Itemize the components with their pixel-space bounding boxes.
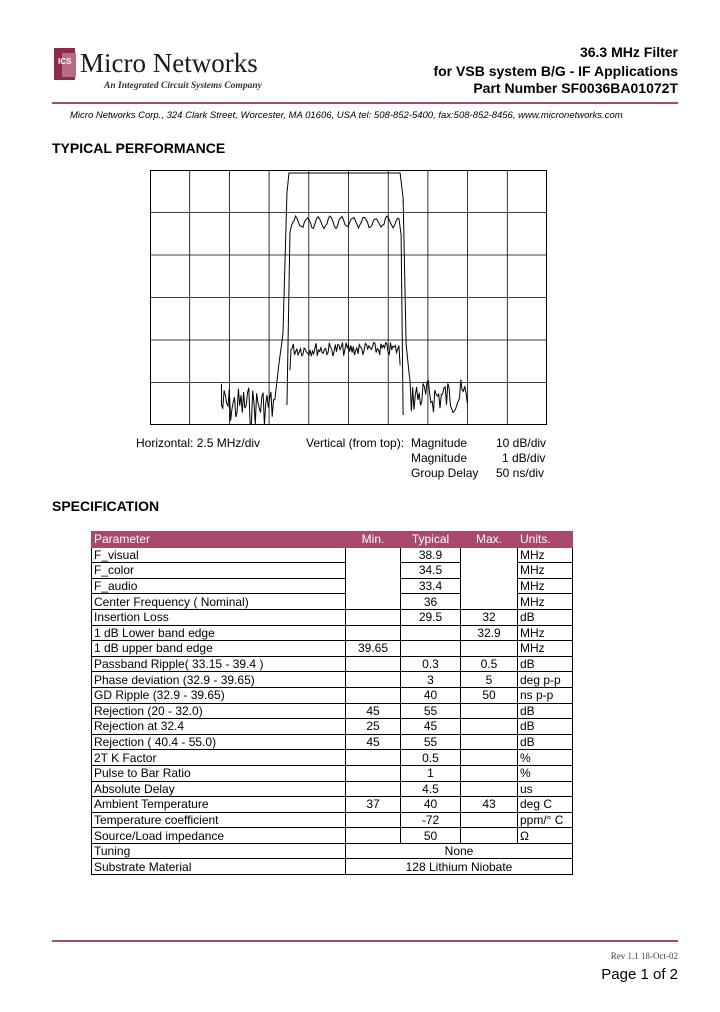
table-cell: 40 [401, 687, 461, 703]
table-cell: ppm/° C [518, 812, 573, 828]
table-row [92, 734, 573, 750]
specification-heading: SPECIFICATION [52, 498, 160, 514]
table-cell: MHz [518, 578, 573, 594]
table-cell: Pulse to Bar Ratio [92, 765, 346, 781]
table-cell: 45 [401, 719, 461, 735]
horizontal-scale: Horizontal: 2.5 MHz/div [136, 436, 261, 450]
table-cell: Temperature coefficient [92, 812, 346, 828]
table-cell: 29.5 [401, 609, 461, 625]
table-cell [346, 656, 401, 672]
table-row [92, 625, 573, 641]
performance-heading: TYPICAL PERFORMANCE [52, 140, 226, 156]
table-cell: % [518, 765, 573, 781]
trace-name: Magnitude [411, 451, 468, 465]
table-cell [346, 828, 401, 844]
table-row [92, 687, 573, 703]
trace-scale: 1 dB/div [502, 451, 546, 465]
product-subtitle: for VSB system B/G - IF Applications [433, 63, 678, 79]
table-row [92, 797, 573, 813]
chart-grid [150, 170, 547, 425]
trace-name: Group Delay [411, 466, 479, 480]
trace-group-delay [290, 343, 400, 371]
table-cell [346, 781, 401, 797]
table-cell: dB [518, 703, 573, 719]
table-cell: Rejection (20 - 32.0) [92, 703, 346, 719]
table-cell [346, 672, 401, 688]
table-row [92, 828, 573, 844]
table-cell-merged: None [346, 843, 573, 859]
revision-label: Rev 1.1 18-Oct-02 [610, 951, 678, 961]
column-header: Min. [346, 532, 401, 548]
table-cell [461, 828, 518, 844]
column-header: Typical [401, 532, 461, 548]
trace-magnitude-10db [222, 173, 468, 425]
table-row [92, 812, 573, 828]
table-cell [461, 734, 518, 750]
table-cell: 5 [461, 672, 518, 688]
table-cell [346, 547, 401, 609]
table-cell: Passband Ripple( 33.15 - 39.4 ) [92, 656, 346, 672]
table-cell: MHz [518, 547, 573, 563]
table-row [92, 765, 573, 781]
table-cell: Center Frequency ( Nominal) [92, 594, 346, 610]
table-cell: 0.5 [401, 750, 461, 766]
table-cell: Rejection at 32.4 [92, 719, 346, 735]
trace-magnitude-1db [287, 216, 403, 415]
table-cell: MHz [518, 563, 573, 579]
table-header-row [92, 532, 573, 548]
table-row [92, 859, 573, 875]
vertical-label: Vertical (from top): [306, 436, 405, 450]
specification-table [91, 531, 573, 875]
table-cell: dB [518, 734, 573, 750]
table-cell [461, 547, 518, 609]
table-cell: GD Ripple (32.9 - 39.65) [92, 687, 346, 703]
trace-scale: 10 dB/div [496, 436, 547, 450]
table-cell: Insertion Loss [92, 609, 346, 625]
table-cell [461, 812, 518, 828]
table-row [92, 656, 573, 672]
table-cell [461, 719, 518, 735]
table-cell: MHz [518, 625, 573, 641]
table-cell [461, 750, 518, 766]
table-cell [461, 703, 518, 719]
table-cell [401, 641, 461, 657]
table-cell: 55 [401, 703, 461, 719]
table-cell: 25 [346, 719, 401, 735]
header-divider [52, 102, 678, 104]
table-cell: F_visual [92, 547, 346, 563]
table-row [92, 703, 573, 719]
table-cell: deg C [518, 797, 573, 813]
table-cell: 32 [461, 609, 518, 625]
table-row [92, 719, 573, 735]
table-cell: 0.5 [461, 656, 518, 672]
table-row [92, 843, 573, 859]
table-cell: Phase deviation (32.9 - 39.65) [92, 672, 346, 688]
table-cell: 3 [401, 672, 461, 688]
table-cell: F_color [92, 563, 346, 579]
table-cell: 1 dB Lower band edge [92, 625, 346, 641]
table-cell [346, 625, 401, 641]
table-cell: 1 dB upper band edge [92, 641, 346, 657]
column-header: Max. [461, 532, 518, 548]
table-cell: -72 [401, 812, 461, 828]
table-cell: dB [518, 656, 573, 672]
table-cell: 45 [346, 734, 401, 750]
table-cell-merged: 128 Lithium Niobate [346, 859, 573, 875]
table-row [92, 609, 573, 625]
table-cell [346, 750, 401, 766]
table-cell: 50 [461, 687, 518, 703]
product-title: 36.3 MHz Filter [579, 44, 678, 60]
table-cell: 43 [461, 797, 518, 813]
table-cell: % [518, 750, 573, 766]
table-cell: F_audio [92, 578, 346, 594]
trace-scale: 50 ns/div [496, 466, 545, 480]
table-cell: Absolute Delay [92, 781, 346, 797]
table-cell: Ambient Temperature [92, 797, 346, 813]
trace-name: Magnitude [411, 436, 468, 450]
performance-chart [150, 170, 547, 425]
table-cell [461, 765, 518, 781]
table-cell [346, 812, 401, 828]
table-cell: 37 [346, 797, 401, 813]
table-cell: 2T K Factor [92, 750, 346, 766]
company-address: Micro Networks Corp., 324 Clark Street, Worcester, MA 01606, USA tel: 508-852-5400, fax:508-852-8456, www.micronetworks.com [70, 110, 623, 121]
table-cell: 45 [346, 703, 401, 719]
table-cell: ns p-p [518, 687, 573, 703]
table-cell: 32.9 [461, 625, 518, 641]
table-cell: 4.5 [401, 781, 461, 797]
table-cell: 55 [401, 734, 461, 750]
table-cell [461, 781, 518, 797]
table-cell [461, 641, 518, 657]
table-cell [346, 687, 401, 703]
table-cell: Source/Load impedance [92, 828, 346, 844]
table-row [92, 750, 573, 766]
company-name: Micro Networks [80, 48, 258, 78]
table-cell: 33.4 [401, 578, 461, 594]
company-tagline: An Integrated Circuit Systems Company [104, 81, 262, 91]
table-cell [401, 625, 461, 641]
table-cell: 34.5 [401, 563, 461, 579]
table-cell: deg p-p [518, 672, 573, 688]
table-row [92, 781, 573, 797]
table-cell: us [518, 781, 573, 797]
table-cell: dB [518, 609, 573, 625]
table-cell: MHz [518, 594, 573, 610]
table-cell: 36 [401, 594, 461, 610]
table-row [92, 547, 573, 563]
table-row [92, 672, 573, 688]
column-header: Units. [518, 532, 573, 548]
part-number: Part Number SF0036BA01072T [473, 80, 678, 96]
page-number: Page 1 of 2 [601, 966, 678, 983]
column-header: Parameter [92, 532, 346, 548]
table-cell: dB [518, 719, 573, 735]
footer-divider [52, 940, 678, 942]
logo-monogram: ICS [58, 57, 72, 66]
table-cell: 40 [401, 797, 461, 813]
table-cell: Tuning [92, 843, 346, 859]
table-cell: 39.65 [346, 641, 401, 657]
table-cell: 50 [401, 828, 461, 844]
table-cell: 0.3 [401, 656, 461, 672]
table-cell: Ω [518, 828, 573, 844]
table-cell: MHz [518, 641, 573, 657]
table-row [92, 641, 573, 657]
table-cell [346, 609, 401, 625]
table-cell: 38.9 [401, 547, 461, 563]
table-cell: 1 [401, 765, 461, 781]
table-cell: Substrate Material [92, 859, 346, 875]
table-cell: Rejection ( 40.4 - 55.0) [92, 734, 346, 750]
logo-mark-inner [58, 53, 76, 77]
table-cell [346, 765, 401, 781]
